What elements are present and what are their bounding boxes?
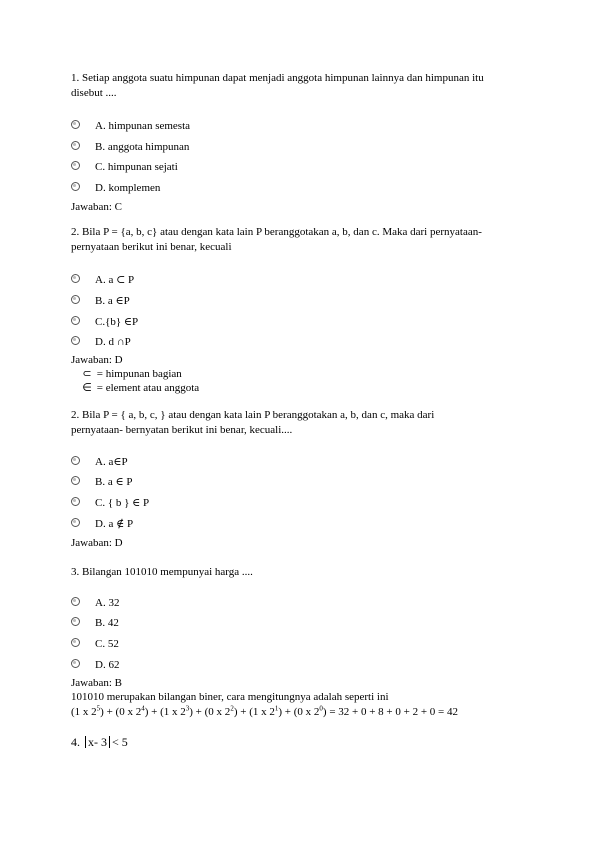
question-1-line-1: 1. Setiap anggota suatu himpunan dapat menjadi anggota himpunan lainnya dan himpunan itu bbox=[71, 72, 484, 84]
formula-term: (1 x $2^3$) + bbox=[160, 704, 205, 718]
question-1-text bbox=[71, 71, 541, 101]
question-2b-text bbox=[71, 408, 541, 438]
question-2b-answer: Jawaban: D bbox=[71, 537, 123, 549]
formula-term: (1 x $2^1$) + bbox=[249, 704, 294, 718]
question-4-text bbox=[71, 735, 128, 750]
radio-button-icon[interactable] bbox=[71, 336, 80, 345]
question-3-text: 3. Bilangan 101010 mempunyai harga .... bbox=[71, 566, 253, 578]
radio-button-icon[interactable] bbox=[71, 638, 80, 647]
question-3-formula bbox=[71, 705, 458, 720]
option-label: C. { b } ∈ P bbox=[95, 497, 150, 509]
option-label: B. anggota himpunan bbox=[95, 141, 190, 153]
question-2b-line-1: 2. Bila P = { a, b, c, } atau dengan kata lain P beranggotakan a, b, dan c, maka dari bbox=[71, 409, 435, 421]
element-symbol-icon: ∈ bbox=[82, 381, 92, 394]
option-label: D. komplemen bbox=[95, 182, 161, 194]
option-label: A. a ⊂ P bbox=[95, 274, 135, 286]
question-1-line-2: disebut .... bbox=[71, 87, 117, 99]
question-2b-line-2: pernyataan- bernyatan berikut ini benar, kecuali.... bbox=[71, 424, 293, 436]
option-label: B. 42 bbox=[95, 617, 119, 629]
radio-button-icon[interactable] bbox=[71, 274, 80, 283]
option-label: C. himpunan sejati bbox=[95, 161, 178, 173]
question-2a-answer: Jawaban: D bbox=[71, 354, 123, 366]
note-subset bbox=[80, 367, 182, 381]
radio-button-icon[interactable] bbox=[71, 120, 80, 129]
radio-button-icon[interactable] bbox=[71, 476, 80, 485]
option-label: D. a ∉ P bbox=[95, 518, 134, 530]
radio-button-icon[interactable] bbox=[71, 497, 80, 506]
option-label: A. himpunan semesta bbox=[95, 120, 191, 132]
option-label: B. a ∈P bbox=[95, 295, 130, 307]
option-label: D. 62 bbox=[95, 659, 120, 671]
absolute-value-bar-right bbox=[109, 736, 110, 748]
option-label: A. a∈P bbox=[95, 456, 128, 468]
radio-button-icon[interactable] bbox=[71, 182, 80, 191]
radio-button-icon[interactable] bbox=[71, 316, 80, 325]
radio-button-icon[interactable] bbox=[71, 659, 80, 668]
absolute-value-bar-left bbox=[85, 736, 86, 748]
question-2a-line-2: pernyataan berikut ini benar, kecuali bbox=[71, 241, 232, 253]
radio-button-icon[interactable] bbox=[71, 141, 80, 150]
radio-button-icon[interactable] bbox=[71, 456, 80, 465]
radio-button-icon[interactable] bbox=[71, 161, 80, 170]
subset-symbol-icon: ⊂ bbox=[82, 367, 92, 380]
question-4-inequality: < 5 bbox=[112, 735, 128, 749]
note-text: = element atau anggota bbox=[96, 382, 200, 394]
radio-button-icon[interactable] bbox=[71, 617, 80, 626]
formula-term: (0 x $2^2$) + bbox=[204, 704, 250, 718]
option-label: B. a ∈ P bbox=[95, 476, 133, 488]
option-label: A. 32 bbox=[95, 597, 120, 609]
question-1-answer: Jawaban: C bbox=[71, 201, 123, 213]
option-label: D. d ∩P bbox=[95, 336, 131, 348]
radio-button-icon[interactable] bbox=[71, 518, 80, 527]
question-3-explanation: 101010 merupakan bilangan biner, cara mengitungnya adalah seperti ini bbox=[71, 691, 389, 703]
question-2a-line-1: 2. Bila P = {a, b, c} atau dengan kata lain P beranggotakan a, b, dan c. Maka dari pernyataan- bbox=[71, 226, 482, 238]
note-text: = himpunan bagian bbox=[96, 368, 182, 380]
option-label: C.{b} ∈P bbox=[95, 316, 139, 328]
question-4-expression: x- 3 bbox=[88, 735, 107, 749]
formula-term: (1 x $2^5$) + bbox=[71, 704, 116, 718]
formula-term: (0 x $2^0) = 32 + 0 + 8 + 0 + 2 + 0 = 42$ bbox=[293, 704, 458, 718]
note-element bbox=[80, 381, 199, 395]
question-3-answer: Jawaban: B bbox=[71, 677, 123, 689]
radio-button-icon[interactable] bbox=[71, 295, 80, 304]
formula-term: (0 x $2^4$) + bbox=[115, 704, 161, 718]
radio-button-icon[interactable] bbox=[71, 597, 80, 606]
question-2a-text bbox=[71, 225, 541, 255]
question-4-number: 4. bbox=[71, 735, 80, 749]
option-label: C. 52 bbox=[95, 638, 119, 650]
